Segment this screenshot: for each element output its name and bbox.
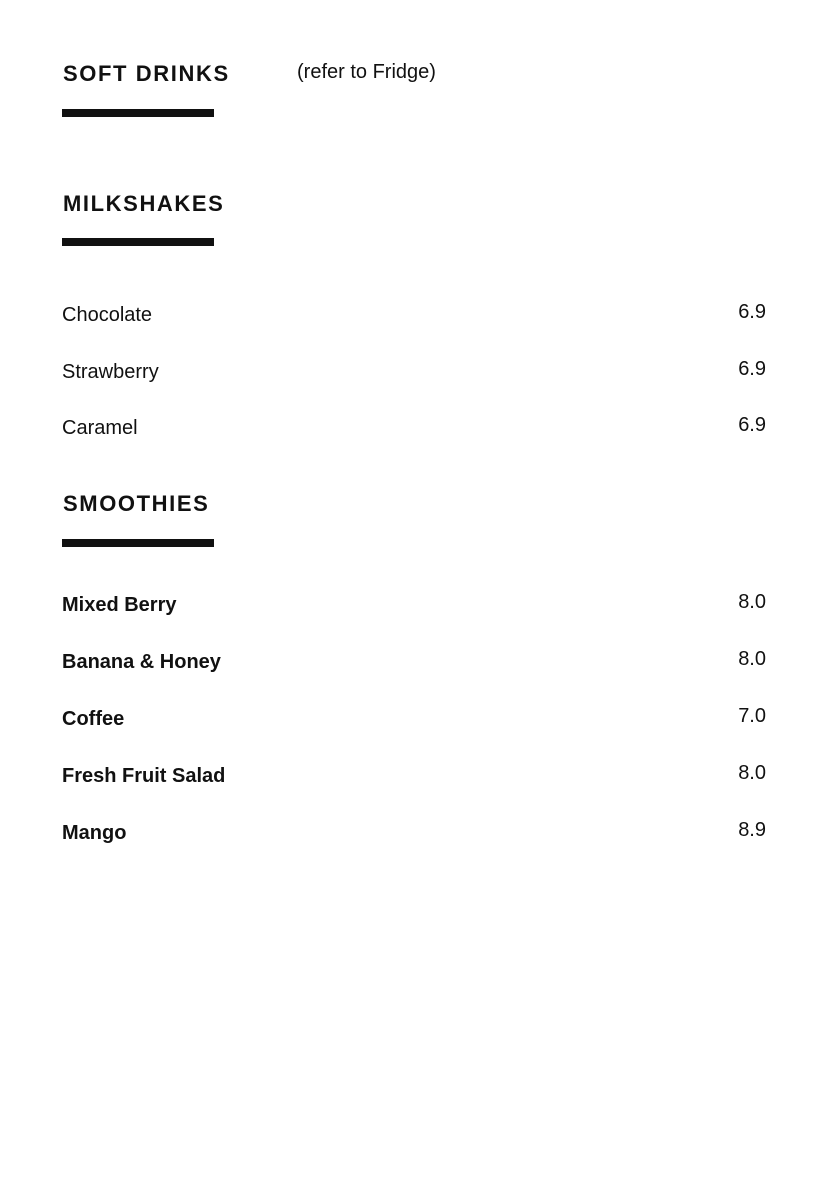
soft-drinks-divider [62, 109, 214, 117]
menu-item-price: 8.0 [738, 591, 766, 613]
menu-item-price: 7.0 [738, 705, 766, 727]
menu-item [62, 591, 766, 619]
soft-drinks-heading: SOFT DRINKS [63, 61, 230, 86]
milkshakes-divider [62, 238, 214, 246]
menu-item-name: Coffee [62, 708, 125, 730]
menu-item-name: Caramel [62, 417, 138, 439]
menu-item-price: 6.9 [738, 414, 766, 436]
menu-item-name: Mixed Berry [62, 594, 177, 616]
menu-item-name: Mango [62, 822, 127, 844]
menu-item-name: Banana & Honey [62, 651, 221, 673]
menu-item-name: Strawberry [62, 361, 159, 383]
menu-item [62, 819, 766, 847]
menu-item-name: Fresh Fruit Salad [62, 765, 226, 787]
smoothies-heading: SMOOTHIES [63, 491, 210, 516]
menu-item [62, 762, 766, 790]
menu-item-price: 8.0 [738, 648, 766, 670]
menu-item-price: 6.9 [738, 358, 766, 380]
menu-item [62, 648, 766, 676]
menu-item-price: 8.0 [738, 762, 766, 784]
menu-item [62, 705, 766, 733]
milkshakes-heading: MILKSHAKES [63, 191, 225, 216]
menu-item [62, 414, 766, 442]
menu-item-name: Chocolate [62, 304, 153, 326]
menu-item [62, 358, 766, 386]
smoothies-divider [62, 539, 214, 547]
menu-item-price: 8.9 [738, 819, 766, 841]
soft-drinks-note: (refer to Fridge) [297, 61, 436, 83]
menu-item [62, 301, 766, 329]
menu-item-price: 6.9 [738, 301, 766, 323]
